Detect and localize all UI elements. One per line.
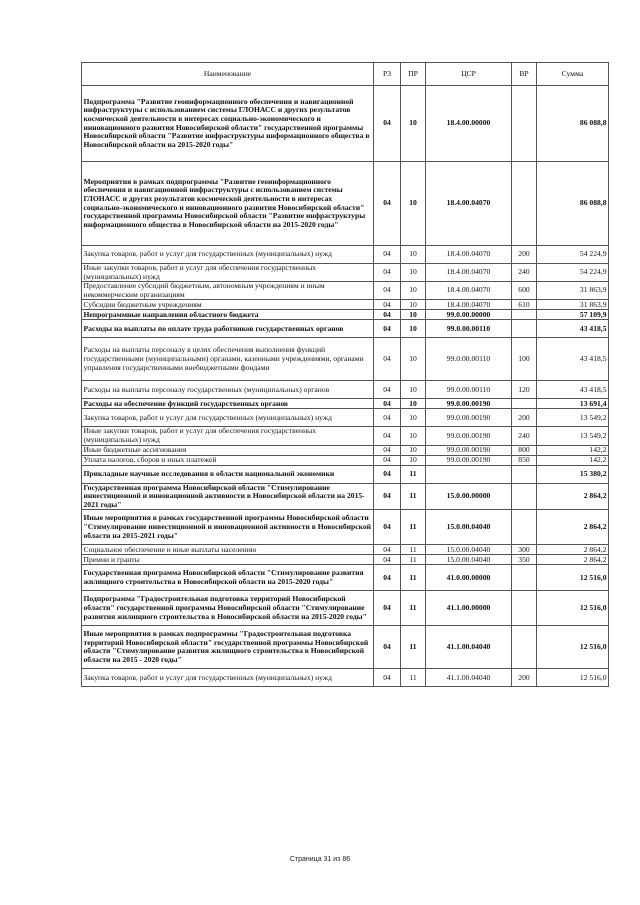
cell-pr: 11 <box>401 483 426 510</box>
table-row <box>82 545 609 555</box>
cell-pr: 11 <box>401 565 426 591</box>
table-row <box>82 555 609 565</box>
cell-rz: 04 <box>374 626 401 669</box>
cell-sum: 57 109,9 <box>537 310 609 320</box>
cell-sum: 54 224,9 <box>537 264 609 282</box>
cell-sum: 2 864,2 <box>537 483 609 510</box>
cell-sum: 15 380,2 <box>537 465 609 483</box>
cell-name: Закупка товаров, работ и услуг для государственных (муниципальных) нужд <box>82 669 374 687</box>
cell-csr: 99.0.00.00190 <box>426 409 512 427</box>
cell-csr: 99.0.00.00110 <box>426 381 512 399</box>
cell-csr: 18.4.00.00000 <box>426 86 512 162</box>
cell-csr: 18.4.00.04070 <box>426 162 512 246</box>
cell-csr <box>426 465 512 483</box>
cell-pr: 10 <box>401 445 426 455</box>
cell-pr: 10 <box>401 381 426 399</box>
table-row <box>82 320 609 338</box>
cell-name: Премии и гранты <box>82 555 374 565</box>
cell-name: Субсидии бюджетным учреждениям <box>82 300 374 310</box>
cell-pr: 11 <box>401 545 426 555</box>
cell-csr: 18.4.00.04070 <box>426 300 512 310</box>
table-row <box>82 465 609 483</box>
table-row <box>82 338 609 381</box>
cell-rz: 04 <box>374 445 401 455</box>
cell-sum: 12 516,0 <box>537 591 609 626</box>
cell-rz: 04 <box>374 264 401 282</box>
cell-sum: 13 549,2 <box>537 409 609 427</box>
cell-vr <box>512 626 537 669</box>
column-header-name: Наименование <box>82 63 374 86</box>
cell-rz: 04 <box>374 320 401 338</box>
cell-csr: 15.0.00.04040 <box>426 555 512 565</box>
cell-vr: 850 <box>512 455 537 465</box>
table-row <box>82 483 609 510</box>
cell-pr: 11 <box>401 465 426 483</box>
cell-sum: 31 863,9 <box>537 282 609 300</box>
cell-vr <box>512 591 537 626</box>
cell-pr: 10 <box>401 86 426 162</box>
cell-vr: 200 <box>512 409 537 427</box>
cell-rz: 04 <box>374 555 401 565</box>
table-row <box>82 510 609 545</box>
cell-rz: 04 <box>374 427 401 445</box>
cell-vr: 200 <box>512 246 537 264</box>
cell-sum: 86 088,8 <box>537 162 609 246</box>
cell-pr: 10 <box>401 427 426 445</box>
cell-csr: 15.0.00.04040 <box>426 510 512 545</box>
cell-vr <box>512 86 537 162</box>
cell-name: Иные бюджетные ассигнования <box>82 445 374 455</box>
cell-rz: 04 <box>374 310 401 320</box>
cell-name: Закупка товаров, работ и услуг для государственных (муниципальных) нужд <box>82 246 374 264</box>
cell-name: Государственная программа Новосибирской области "Стимулирование развития жилищного строительства в Новосибирской области на 2015-2020 годы" <box>82 565 374 591</box>
cell-rz: 04 <box>374 409 401 427</box>
cell-name: Расходы на обеспечение функций государственных органов <box>82 399 374 409</box>
cell-csr: 41.1.00.04040 <box>426 669 512 687</box>
cell-rz: 04 <box>374 86 401 162</box>
cell-sum: 2 864,2 <box>537 510 609 545</box>
cell-csr: 99.0.00.00110 <box>426 338 512 381</box>
cell-name: Непрограммные направления областного бюджета <box>82 310 374 320</box>
cell-name: Прикладные научные исследования в области национальной экономики <box>82 465 374 483</box>
table-row <box>82 264 609 282</box>
cell-pr: 10 <box>401 300 426 310</box>
cell-rz: 04 <box>374 381 401 399</box>
column-header-pr: ПР <box>401 63 426 86</box>
table-row <box>82 246 609 264</box>
cell-sum: 86 088,8 <box>537 86 609 162</box>
cell-vr: 120 <box>512 381 537 399</box>
cell-pr: 11 <box>401 555 426 565</box>
table-row <box>82 162 609 246</box>
cell-rz: 04 <box>374 591 401 626</box>
cell-name: Подпрограмма "Развитие геоинформационного обеспечения и навигационной инфраструктуры с использованием системы ГЛОНАСС и других результатов космической деятельности в интересах социально-экономического и инновационного развития Новосибирской области" государственной программы Новосибирской области "Развитие инфраструктуры информационного общества в Новосибирской области на 2015-2020 годы" <box>82 86 374 162</box>
table-row <box>82 86 609 162</box>
column-header-csr: ЦСР <box>426 63 512 86</box>
cell-name: Мероприятия в рамках подпрограммы "Развитие геоинформационного обеспечения и навигационной инфраструктуры с использованием системы ГЛОНАСС и других результатов космической деятельности в интересах социально-экономического и инновационного развития Новосибирской области" государственной программы Новосибирской области "Развитие инфраструктуры информационного общества в Новосибирской области на 2015-2020 годы" <box>82 162 374 246</box>
cell-csr: 99.0.00.00000 <box>426 310 512 320</box>
cell-csr: 99.0.00.00110 <box>426 320 512 338</box>
cell-pr: 10 <box>401 264 426 282</box>
cell-csr: 99.0.00.00190 <box>426 445 512 455</box>
table-row <box>82 310 609 320</box>
cell-sum: 43 418,5 <box>537 381 609 399</box>
cell-name: Иные закупки товаров, работ и услуг для обеспечения государственных (муниципальных) нужд <box>82 264 374 282</box>
cell-pr: 10 <box>401 162 426 246</box>
cell-pr: 11 <box>401 626 426 669</box>
column-header-vr: ВР <box>512 63 537 86</box>
cell-sum: 54 224,9 <box>537 246 609 264</box>
cell-name: Государственная программа Новосибирской области "Стимулирование инвестиционной и инновационной активности в Новосибирской области на 2015-2021 годы" <box>82 483 374 510</box>
cell-csr: 99.0.00.00190 <box>426 399 512 409</box>
cell-rz: 04 <box>374 565 401 591</box>
cell-sum: 12 516,0 <box>537 669 609 687</box>
cell-pr: 10 <box>401 409 426 427</box>
table-row <box>82 626 609 669</box>
cell-csr: 18.4.00.04070 <box>426 246 512 264</box>
cell-pr: 10 <box>401 338 426 381</box>
cell-csr: 18.4.00.04070 <box>426 282 512 300</box>
cell-rz: 04 <box>374 282 401 300</box>
cell-vr: 240 <box>512 427 537 445</box>
cell-sum: 12 516,0 <box>537 565 609 591</box>
cell-name: Расходы на выплаты персоналу государственных (муниципальных) органов <box>82 381 374 399</box>
cell-sum: 142,2 <box>537 445 609 455</box>
cell-pr: 10 <box>401 310 426 320</box>
cell-name: Подпрограмма "Градостроительная подготовка территорий Новосибирской области" государственной программы Новосибирской области "Стимулирование развития жилищного строительства в Новосибирской области на 2015-2020 годы" <box>82 591 374 626</box>
table-row <box>82 409 609 427</box>
cell-rz: 04 <box>374 465 401 483</box>
cell-vr <box>512 565 537 591</box>
cell-name: Уплата налогов, сборов и иных платежей <box>82 455 374 465</box>
cell-rz: 04 <box>374 300 401 310</box>
cell-csr: 18.4.00.04070 <box>426 264 512 282</box>
table-row <box>82 300 609 310</box>
cell-sum: 2 864,2 <box>537 555 609 565</box>
table-row <box>82 381 609 399</box>
cell-vr: 610 <box>512 300 537 310</box>
cell-csr: 99.0.00.00190 <box>426 427 512 445</box>
cell-csr: 15.0.00.04040 <box>426 545 512 555</box>
cell-pr: 11 <box>401 591 426 626</box>
table-row <box>82 669 609 687</box>
cell-csr: 41.1.00.04040 <box>426 626 512 669</box>
cell-vr <box>512 310 537 320</box>
cell-name: Социальное обеспечение и иные выплаты населению <box>82 545 374 555</box>
cell-rz: 04 <box>374 162 401 246</box>
table-row <box>82 565 609 591</box>
cell-name: Иные мероприятия в рамках подпрограммы "Градостроительная подготовка территорий Новосибирской области" государственной программы Новосибирской области "Стимулирование развития жилищного строительства в Новосибирской области на 2015 - 2020 годы" <box>82 626 374 669</box>
cell-vr <box>512 465 537 483</box>
cell-sum: 13 691,4 <box>537 399 609 409</box>
cell-pr: 10 <box>401 320 426 338</box>
cell-vr <box>512 483 537 510</box>
cell-vr: 100 <box>512 338 537 381</box>
cell-pr: 10 <box>401 246 426 264</box>
cell-name: Предоставление субсидий бюджетным, автономным учреждениям и иным некоммерческим организациям <box>82 282 374 300</box>
table-row <box>82 455 609 465</box>
cell-rz: 04 <box>374 669 401 687</box>
cell-vr <box>512 510 537 545</box>
cell-rz: 04 <box>374 338 401 381</box>
cell-pr: 10 <box>401 455 426 465</box>
cell-pr: 11 <box>401 510 426 545</box>
table-row <box>82 445 609 455</box>
cell-vr: 240 <box>512 264 537 282</box>
cell-rz: 04 <box>374 455 401 465</box>
cell-vr: 350 <box>512 555 537 565</box>
cell-name: Иные закупки товаров, работ и услуг для обеспечения государственных (муниципальных) нужд <box>82 427 374 445</box>
table-header-row <box>82 63 609 86</box>
cell-vr <box>512 399 537 409</box>
cell-name: Закупка товаров, работ и услуг для государственных (муниципальных) нужд <box>82 409 374 427</box>
cell-pr: 10 <box>401 282 426 300</box>
cell-rz: 04 <box>374 399 401 409</box>
cell-sum: 43 418,5 <box>537 338 609 381</box>
column-header-rz: РЗ <box>374 63 401 86</box>
budget-table <box>81 62 609 687</box>
cell-pr: 11 <box>401 669 426 687</box>
cell-rz: 04 <box>374 545 401 555</box>
cell-csr: 41.1.00.00000 <box>426 591 512 626</box>
cell-vr <box>512 320 537 338</box>
column-header-sum: Сумма <box>537 63 609 86</box>
table-row <box>82 282 609 300</box>
cell-sum: 31 863,9 <box>537 300 609 310</box>
table-row <box>82 427 609 445</box>
cell-sum: 142,2 <box>537 455 609 465</box>
cell-rz: 04 <box>374 246 401 264</box>
cell-name: Иные мероприятия в рамках государственной программы Новосибирской области "Стимулирование инвестиционной и инновационной активности в Новосибирской области на 2015-2021 годы" <box>82 510 374 545</box>
cell-sum: 43 418,5 <box>537 320 609 338</box>
cell-name: Расходы на выплаты персоналу в целях обеспечения выполнения функций государственными (муниципальными) органами, казенными учреждениями, органами управления государственными внебюджетными фондами <box>82 338 374 381</box>
cell-vr <box>512 162 537 246</box>
page-number: Страница 31 из 86 <box>289 856 351 863</box>
cell-vr: 300 <box>512 545 537 555</box>
cell-vr: 600 <box>512 282 537 300</box>
table-body <box>82 86 609 687</box>
cell-rz: 04 <box>374 483 401 510</box>
cell-csr: 15.0.00.00000 <box>426 483 512 510</box>
cell-csr: 41.0.00.00000 <box>426 565 512 591</box>
cell-sum: 2 864,2 <box>537 545 609 555</box>
cell-name: Расходы на выплаты по оплате труда работников государственных органов <box>82 320 374 338</box>
cell-vr: 800 <box>512 445 537 455</box>
table-row <box>82 399 609 409</box>
cell-vr: 200 <box>512 669 537 687</box>
table-row <box>82 591 609 626</box>
cell-csr: 99.0.00.00190 <box>426 455 512 465</box>
cell-sum: 12 516,0 <box>537 626 609 669</box>
cell-rz: 04 <box>374 510 401 545</box>
cell-sum: 13 549,2 <box>537 427 609 445</box>
cell-pr: 10 <box>401 399 426 409</box>
